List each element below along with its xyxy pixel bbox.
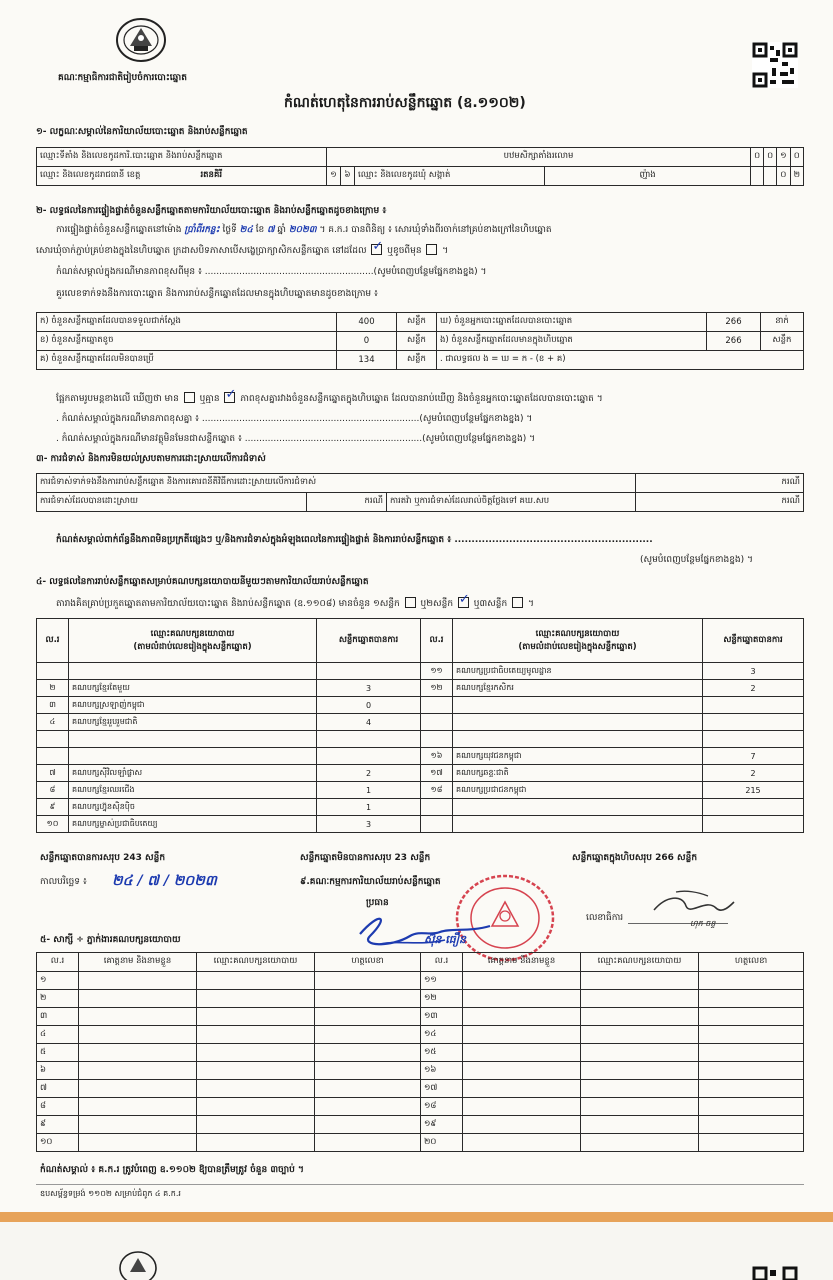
party-votes: 3 bbox=[317, 680, 421, 697]
witness-no: ៣ bbox=[37, 1008, 79, 1026]
w-col-party-right: ឈ្មោះគណបក្សនយោបាយ bbox=[581, 953, 699, 972]
witness-name-field[interactable] bbox=[463, 1116, 581, 1134]
witness-party-field[interactable] bbox=[197, 1116, 315, 1134]
station-code-3: ១ bbox=[777, 148, 790, 167]
witness-name-field[interactable] bbox=[79, 1098, 197, 1116]
seal-damaged-checkbox[interactable] bbox=[426, 244, 437, 255]
party-name: គណបក្សខ្មែរឈរជើង bbox=[69, 782, 317, 799]
count-d-value: 266 bbox=[707, 313, 761, 332]
w-col-sign-right: ហត្ថលេខា bbox=[699, 953, 804, 972]
party-name bbox=[453, 731, 703, 748]
party-name: គណបក្សខ្មែរកសិករ bbox=[453, 680, 703, 697]
witness-no: ១៣ bbox=[421, 1008, 463, 1026]
committee-label: ៩.គណៈកម្មការការិយាល័យរាប់សន្លឹកឆ្នោត bbox=[300, 877, 441, 887]
witness-no: ១៨ bbox=[421, 1098, 463, 1116]
witness-party-field[interactable] bbox=[197, 972, 315, 990]
verification-time-line: ការផ្ទៀងផ្ទាត់ចំនួនសន្លឹកឆ្នោតនៅម៉ោង ប្រាំពីរកន្លះ ថ្ងៃទី ២៤ ខែ ៧ ឆ្នាំ ២០២៣ ។ គ.ក.រ បានពិនិត្យ ៖ សោរឃុំទាំងពីរចាក់នៅគ្រប់ខាងក្រៅនៃហិបឆ្នោត bbox=[56, 225, 552, 235]
date-value: ២៤ / ៧ / ២០២៣ bbox=[112, 873, 217, 889]
party-no: ១៨ bbox=[421, 782, 453, 799]
resolved-label: ការជំទាស់ដែលបានដោះស្រាយ bbox=[37, 493, 307, 512]
witness-name-field[interactable] bbox=[463, 990, 581, 1008]
witness-no: ១១ bbox=[421, 972, 463, 990]
witness-signature-field[interactable] bbox=[315, 1080, 421, 1098]
verification-month: ៧ bbox=[267, 225, 275, 235]
escalated-label: ការតវ៉ា ឬការជំទាស់ដែលរាល់ចិត្តថ្លែងទៅ គឃ.សប bbox=[387, 493, 636, 512]
witness-no: ១៧ bbox=[421, 1080, 463, 1098]
formula-result: . ជាលទ្ធផល ង = ឃ = ក - (ខ + គ) bbox=[437, 351, 804, 370]
form-code: ឧបសម្ព័ន្ធទម្រង់ ១១០២ សម្រាប់ជំពូក ៤ គ.ក.រ bbox=[40, 1189, 181, 1198]
party-row bbox=[37, 782, 804, 799]
station-code-4: ០ bbox=[790, 148, 803, 167]
witness-party-field[interactable] bbox=[197, 1026, 315, 1044]
count-b-value: 0 bbox=[337, 332, 397, 351]
party-row bbox=[37, 697, 804, 714]
station-name: បឋមសិក្សាតាំងរលោម bbox=[327, 148, 751, 167]
qr-code-icon bbox=[752, 42, 798, 88]
witness-no: ១០ bbox=[37, 1134, 79, 1152]
party-name bbox=[69, 748, 317, 765]
witness-row bbox=[37, 1044, 804, 1062]
party-name: គណបក្សស្រឡាញ់កម្ពុជា bbox=[69, 697, 317, 714]
witness-name-field[interactable] bbox=[463, 1062, 581, 1080]
witness-no: ៩ bbox=[37, 1116, 79, 1134]
party-votes: 3 bbox=[703, 663, 804, 680]
witness-signature-field[interactable] bbox=[699, 1134, 804, 1152]
total-invalid-votes: សន្លឹកឆ្នោតមិនបានការសរុប 23 សន្លឹក bbox=[300, 853, 431, 863]
section5-heading: ៥- សាក្សី ÷ ភ្នាក់ងារគណបក្សនយោបាយ bbox=[40, 935, 181, 945]
witness-signature-field[interactable] bbox=[315, 1026, 421, 1044]
witness-name-field[interactable] bbox=[79, 990, 197, 1008]
witness-name-field[interactable] bbox=[463, 1026, 581, 1044]
witness-party-field[interactable] bbox=[581, 1098, 699, 1116]
complaints-unit: ករណី bbox=[636, 474, 804, 493]
party-row bbox=[37, 816, 804, 833]
witness-name-field[interactable] bbox=[79, 1008, 197, 1026]
party-name: គណបក្សឆន្ទៈជាតិ bbox=[453, 765, 703, 782]
witness-name-field[interactable] bbox=[79, 1026, 197, 1044]
party-name bbox=[453, 697, 703, 714]
party-name bbox=[453, 714, 703, 731]
witness-signature-field[interactable] bbox=[315, 1062, 421, 1080]
party-no: ១២ bbox=[421, 680, 453, 697]
chair-label: ប្រធាន bbox=[366, 898, 389, 908]
witness-signature-field[interactable] bbox=[315, 972, 421, 990]
party-row bbox=[37, 680, 804, 697]
witness-name-field[interactable] bbox=[79, 1080, 197, 1098]
witness-party-field[interactable] bbox=[581, 1062, 699, 1080]
section3-heading: ៣- ការជំទាស់ និងការមិនយល់ស្របតាមការដោះស្រាយលើការជំទាស់ bbox=[36, 454, 266, 464]
count-b-label: ខ) ចំនួនសន្លឹកឆ្នោតខូច bbox=[37, 332, 337, 351]
party-votes bbox=[317, 663, 421, 680]
seal-intact-checkbox[interactable] bbox=[371, 244, 382, 255]
witness-signature-field[interactable] bbox=[699, 1098, 804, 1116]
tally-one-sheet-checkbox[interactable] bbox=[405, 597, 416, 608]
witness-name-field[interactable] bbox=[463, 1080, 581, 1098]
party-votes: 2 bbox=[703, 765, 804, 782]
witness-signature-field[interactable] bbox=[699, 1116, 804, 1134]
total-ballots: សន្លឹកឆ្នោតក្នុងហិបសរុប 266 សន្លឹក bbox=[572, 853, 698, 863]
witness-name-field[interactable] bbox=[463, 1044, 581, 1062]
party-no: ៨ bbox=[37, 782, 69, 799]
complaints-table bbox=[36, 473, 804, 512]
party-name: គណបក្សហ្វ៊ុនស៊ិនប៉ិច bbox=[69, 799, 317, 816]
count-c-label: គ) ចំនួនសន្លឹកឆ្នោតដែលមិនបានប្រើ bbox=[37, 351, 337, 370]
discrepancy-yes-checkbox[interactable] bbox=[184, 392, 195, 403]
witness-row bbox=[37, 1134, 804, 1152]
witness-no: ១៩ bbox=[421, 1116, 463, 1134]
witness-table bbox=[36, 952, 804, 1152]
tally-two-sheets-checkbox[interactable] bbox=[458, 597, 469, 608]
party-no bbox=[37, 731, 69, 748]
commune-code-2: ២ bbox=[790, 167, 803, 186]
chair-signature-icon bbox=[350, 906, 500, 956]
witness-signature-field[interactable] bbox=[699, 1008, 804, 1026]
party-no: ៧ bbox=[37, 765, 69, 782]
witness-name-field[interactable] bbox=[79, 1134, 197, 1152]
count-e-unit: សន្លឹក bbox=[761, 332, 804, 351]
province-code-2: ៦ bbox=[341, 167, 355, 186]
secretary-label: លេខាធិការ bbox=[586, 913, 624, 923]
witness-signature-field[interactable] bbox=[315, 1044, 421, 1062]
witness-signature-field[interactable] bbox=[699, 1026, 804, 1044]
count-c-unit: សន្លឹក bbox=[397, 351, 437, 370]
witness-party-field[interactable] bbox=[581, 972, 699, 990]
party-row bbox=[37, 714, 804, 731]
witness-no: ៦ bbox=[37, 1062, 79, 1080]
party-no: ១៦ bbox=[421, 748, 453, 765]
col-votes-right: សន្លឹកឆ្នោតបានការ bbox=[703, 619, 804, 663]
verification-time: ប្រាំពីរកន្លះ bbox=[184, 225, 220, 235]
seal-check-line: សោរឃុំចាក់ភ្ជាប់គ្រប់ខាងក្នុងនៃហិបឆ្នោត ក្រដាសបិទភាសាបើសង្ខេប្រាក្យាសិកសន្លឹកឆ្នោត នៅដដែល ✓ ឬខូចពីមុន ។ bbox=[36, 244, 448, 257]
count-d-unit: នាក់ bbox=[761, 313, 804, 332]
party-votes: 1 bbox=[317, 799, 421, 816]
witness-row bbox=[37, 1062, 804, 1080]
section4-heading: ៤- លទ្ធផលនៃការរាប់សន្លឹកឆ្នោតសម្រាប់គណបក្សនយោបាយនីមួយៗតាមការិយាល័យរាប់សន្លឹកឆ្នោត bbox=[36, 577, 369, 587]
w-col-no-right: ល.រ bbox=[421, 953, 463, 972]
party-name: គណបក្សខ្មែរតែមួយ bbox=[69, 680, 317, 697]
witness-signature-field[interactable] bbox=[315, 1116, 421, 1134]
witness-no: ១៦ bbox=[421, 1062, 463, 1080]
witness-signature-field[interactable] bbox=[699, 972, 804, 990]
page-edge bbox=[0, 1212, 833, 1222]
witness-party-field[interactable] bbox=[581, 1008, 699, 1026]
col-no-left: ល.រ bbox=[37, 619, 69, 663]
witness-no: ១២ bbox=[421, 990, 463, 1008]
w-col-no-left: ល.រ bbox=[37, 953, 79, 972]
count-e-label: ង) ចំនួនសន្លឹកឆ្នោតដែលមានក្នុងហិបឆ្នោត bbox=[437, 332, 707, 351]
witness-signature-field[interactable] bbox=[315, 1134, 421, 1152]
org-name: គណៈកម្មាធិការជាតិរៀបចំការបោះឆ្នោត bbox=[58, 73, 187, 83]
party-name bbox=[453, 799, 703, 816]
col-no-right: ល.រ bbox=[421, 619, 453, 663]
w-col-party-left: ឈ្មោះគណបក្សនយោបាយ bbox=[197, 953, 315, 972]
witness-no: ៥ bbox=[37, 1044, 79, 1062]
party-name: គណបក្សប្រជាជនកម្ពុជា bbox=[453, 782, 703, 799]
party-votes: 4 bbox=[317, 714, 421, 731]
party-name: គណបក្សយុវជនកម្ពុជា bbox=[453, 748, 703, 765]
witness-row bbox=[37, 990, 804, 1008]
party-results-table bbox=[36, 618, 804, 833]
witness-signature-field[interactable] bbox=[699, 1062, 804, 1080]
witness-no: ២០ bbox=[421, 1134, 463, 1152]
witness-signature-field[interactable] bbox=[699, 1080, 804, 1098]
party-no bbox=[37, 663, 69, 680]
counts-intro: គួរលេខទាក់ទងនឹងការបោះឆ្នោត និងការរាប់សន្លឹកឆ្នោតដែលមានក្នុងហិបឆ្នោតមានដូចខាងក្រោម ៖ bbox=[56, 289, 378, 299]
discrepancy-note: . កំណត់សម្គាល់ក្នុងករណីមានភាពខុសគ្នា ៖ ............................................................................(សូមបំពេញបន្ថែមផ្នែកខាងខ្នង) ។ bbox=[56, 414, 533, 424]
verification-day: ២៤ bbox=[239, 225, 253, 235]
secretary-signature-name: ហុក ចន្ទ bbox=[690, 919, 716, 928]
count-e-value: 266 bbox=[707, 332, 761, 351]
party-no bbox=[421, 697, 453, 714]
party-no bbox=[421, 816, 453, 833]
party-no bbox=[421, 731, 453, 748]
party-votes: 2 bbox=[703, 680, 804, 697]
party-row bbox=[37, 799, 804, 816]
witness-name-field[interactable] bbox=[79, 1044, 197, 1062]
station-code-1: ០ bbox=[751, 148, 764, 167]
count-b-unit: សន្លឹក bbox=[397, 332, 437, 351]
witness-row bbox=[37, 1116, 804, 1134]
witness-party-field[interactable] bbox=[197, 1098, 315, 1116]
witness-name-field[interactable] bbox=[463, 1008, 581, 1026]
count-a-label: ក) ចំនួនសន្លឹកឆ្នោតដែលបានទទួលជាក់ស្តែង bbox=[37, 313, 337, 332]
party-votes bbox=[703, 799, 804, 816]
col-votes-left: សន្លឹកឆ្នោតបានការ bbox=[317, 619, 421, 663]
party-votes bbox=[317, 748, 421, 765]
w-col-name-left: គោត្តនាម និងនាមខ្លួន bbox=[79, 953, 197, 972]
escalated-unit: ករណី bbox=[636, 493, 804, 512]
witness-no: ១ bbox=[37, 972, 79, 990]
witness-name-field[interactable] bbox=[79, 1116, 197, 1134]
party-row bbox=[37, 748, 804, 765]
w-col-name-right: គោត្តនាម និងនាមខ្លួន bbox=[463, 953, 581, 972]
verification-year: ២០២៣ bbox=[288, 225, 317, 235]
witness-no: ១៥ bbox=[421, 1044, 463, 1062]
party-name bbox=[69, 731, 317, 748]
witness-name-field[interactable] bbox=[79, 1062, 197, 1080]
witness-row bbox=[37, 1008, 804, 1026]
count-c-value: 134 bbox=[337, 351, 397, 370]
party-no: ៣ bbox=[37, 697, 69, 714]
station-info-table bbox=[36, 147, 804, 186]
party-name bbox=[69, 663, 317, 680]
col-party-right: ឈ្មោះគណបក្សនយោបាយ (តាមលំដាប់លេខរៀងក្នុងសន្លឹកឆ្នោត) bbox=[453, 619, 703, 663]
witness-signature-field[interactable] bbox=[315, 1008, 421, 1026]
witness-row bbox=[37, 1026, 804, 1044]
province-label: ឈ្មោះ និងលេខកូដរាជធានី ខេត្ត រតនគិរី bbox=[37, 167, 327, 186]
foreign-object-note: . កំណត់សម្គាល់ក្នុងករណីមានវត្ថុមិនមែនជាសន្លឹកឆ្នោត ៖ ..............................................................(សូមបំពេញបន្ថែមផ្នែកខាងខ្នង) ។ bbox=[56, 434, 536, 444]
witness-party-field[interactable] bbox=[581, 1080, 699, 1098]
total-valid-votes: សន្លឹកឆ្នោតបានការសរុប 243 សន្លឹក bbox=[40, 853, 166, 863]
discrepancy-line: ផ្អែកតាមរូបមន្តខាងលើ ឃើញថា មាន ឬគ្មាន ✓ ភាពខុសគ្នារវាងចំនួនសន្លឹកឆ្នោតក្នុងហិបឆ្នោត ដែលបានរាប់ឃើញ និងចំនួនអ្នកបោះឆ្នោតដែលបានបោះឆ្នោត ។ bbox=[56, 392, 603, 405]
witness-party-field[interactable] bbox=[581, 990, 699, 1008]
resolved-unit: ករណី bbox=[307, 493, 387, 512]
commune-code-1: ០ bbox=[777, 167, 790, 186]
irregularities-note-cont: (សូមបំពេញបន្ថែមផ្នែកខាងខ្នង) ។ bbox=[640, 555, 753, 565]
party-votes: 215 bbox=[703, 782, 804, 799]
witness-name-field[interactable] bbox=[463, 1134, 581, 1152]
party-votes: 0 bbox=[317, 697, 421, 714]
party-votes bbox=[703, 697, 804, 714]
party-votes bbox=[317, 731, 421, 748]
witness-name-field[interactable] bbox=[463, 972, 581, 990]
party-name: គណបក្សប្រជាធិបតេយ្យមូលដ្ឋាន bbox=[453, 663, 703, 680]
date-label: កាលបរិច្ឆេទ ៖ bbox=[40, 877, 87, 887]
count-d-label: ឃ) ចំនួនអ្នកបោះឆ្នោតដែលបានបោះឆ្នោត bbox=[437, 313, 707, 332]
party-no bbox=[421, 799, 453, 816]
witness-no: ៨ bbox=[37, 1098, 79, 1116]
party-name: គណបក្សម្ចាស់ប្រជាធិបតេយ្យ bbox=[69, 816, 317, 833]
party-name bbox=[453, 816, 703, 833]
station-code-2: ០ bbox=[764, 148, 777, 167]
party-no: ៤ bbox=[37, 714, 69, 731]
section2-heading: ២- លទ្ធផលនៃការផ្ទៀងផ្ទាត់ចំនួនសន្លឹកឆ្នោតតាមការិយាល័យបោះឆ្នោត និងរាប់សន្លឹកឆ្នោតដូចខាងក្រោម ៖ bbox=[36, 206, 387, 216]
chair-signature-name: ស៊ុន ធឿន bbox=[424, 933, 467, 946]
witness-party-field[interactable] bbox=[197, 990, 315, 1008]
witness-name-field[interactable] bbox=[79, 972, 197, 990]
party-votes: 3 bbox=[317, 816, 421, 833]
witness-signature-field[interactable] bbox=[315, 1098, 421, 1116]
count-a-value: 400 bbox=[337, 313, 397, 332]
form-title: កំណត់ហេតុនៃការរាប់សន្លឹកឆ្នោត (ឧ.១១០២) bbox=[284, 95, 526, 111]
party-no: ១៧ bbox=[421, 765, 453, 782]
witness-row bbox=[37, 1080, 804, 1098]
party-row bbox=[37, 765, 804, 782]
tally-three-sheets-checkbox[interactable] bbox=[512, 597, 523, 608]
party-no: ៩ bbox=[37, 799, 69, 816]
witness-row bbox=[37, 1098, 804, 1116]
nec-emblem-icon-next bbox=[118, 1248, 158, 1280]
party-no bbox=[421, 714, 453, 731]
station-label: ឈ្មោះទីតាំង និងលេខកូដការិ.បោះឆ្នោត និងរាប់សន្លឹកឆ្នោត bbox=[37, 148, 327, 167]
party-votes: 7 bbox=[703, 748, 804, 765]
witness-row bbox=[37, 972, 804, 990]
witness-name-field[interactable] bbox=[463, 1098, 581, 1116]
party-row bbox=[37, 731, 804, 748]
witness-signature-field[interactable] bbox=[699, 1044, 804, 1062]
party-no: ២ bbox=[37, 680, 69, 697]
witness-party-field[interactable] bbox=[581, 1134, 699, 1152]
witness-party-field[interactable] bbox=[197, 1080, 315, 1098]
counts-table bbox=[36, 312, 804, 370]
witness-no: ១៤ bbox=[421, 1026, 463, 1044]
complaints-label: ការជំទាស់ទាក់ទងនឹងការរាប់សន្លឹកឆ្នោត និងការគោរពនីតិវិធីការដោះស្រាយលើការជំទាស់ bbox=[37, 474, 636, 493]
irregularities-note: កំណត់សម្គាល់ពាក់ព័ន្ធនឹងភាពមិនប្រក្រតីផ្សេងៗ ឬ/និងការជំទាស់ក្នុងអំឡុងពេលនៃការផ្ទៀងផ្ទាត់ និងការរាប់សន្លឹកឆ្នោត ៖ .......................................................... bbox=[56, 535, 653, 545]
discrepancy-no-checkbox[interactable] bbox=[224, 392, 235, 403]
witness-signature-field[interactable] bbox=[315, 990, 421, 1008]
witness-party-field[interactable] bbox=[581, 1026, 699, 1044]
witness-no: ៤ bbox=[37, 1026, 79, 1044]
witness-party-field[interactable] bbox=[581, 1116, 699, 1134]
party-row bbox=[37, 663, 804, 680]
party-votes bbox=[703, 714, 804, 731]
section1-heading: ១- លក្ខណៈសម្គាល់នៃការិយាល័យបោះឆ្នោត និងរាប់សន្លឹកឆ្នោត bbox=[36, 127, 248, 137]
commune-name: ញ៉ាង bbox=[545, 167, 751, 186]
witness-party-field[interactable] bbox=[197, 1044, 315, 1062]
footer-note: កំណត់សម្គាល់ ៖ គ.ក.រ ត្រូវបំពេញ ឧ.១១០២ ឱ្យបានត្រឹមត្រូវ ចំនួន ៣ច្បាប់ ។ bbox=[40, 1165, 304, 1175]
witness-party-field[interactable] bbox=[197, 1062, 315, 1080]
witness-signature-field[interactable] bbox=[699, 990, 804, 1008]
col-party-left: ឈ្មោះគណបក្សនយោបាយ (តាមលំដាប់លេខរៀងក្នុងសន្លឹកឆ្នោត) bbox=[69, 619, 317, 663]
party-votes: 1 bbox=[317, 782, 421, 799]
party-votes: 2 bbox=[317, 765, 421, 782]
witness-party-field[interactable] bbox=[581, 1044, 699, 1062]
party-votes bbox=[703, 816, 804, 833]
witness-party-field[interactable] bbox=[197, 1008, 315, 1026]
seal-note-line: កំណត់សម្គាល់ក្នុងករណីមានភាពខុសពីមុន ៖ ...........................................................(សូមបំពេញបន្ថែមផ្នែកខាងខ្នង) ។ bbox=[56, 267, 487, 277]
w-col-sign-left: ហត្ថលេខា bbox=[315, 953, 421, 972]
witness-no: ៧ bbox=[37, 1080, 79, 1098]
party-no bbox=[37, 748, 69, 765]
qr-code-icon-next bbox=[752, 1266, 798, 1280]
party-no: ១០ bbox=[37, 816, 69, 833]
next-page-peek bbox=[0, 1222, 833, 1280]
party-votes bbox=[703, 731, 804, 748]
nec-emblem-icon bbox=[112, 16, 170, 66]
tally-sheet-line: តារាងគិតគ្រាប់ប្រកួតឆ្នោតតាមការិយាល័យបោះឆ្នោត និងរាប់សន្លឹកឆ្នោត (ឧ.១១០៨) មានចំនួន ១សន្លឹក ឬ២សន្លឹក ✓ ឬ៣សន្លឹក ។ bbox=[56, 597, 534, 610]
party-name: គណបក្សស៊ីវិលឡាំផ្លាស bbox=[69, 765, 317, 782]
province-name: រតនគិរី bbox=[200, 170, 223, 180]
witness-party-field[interactable] bbox=[197, 1134, 315, 1152]
party-no: ១១ bbox=[421, 663, 453, 680]
province-code-1: ១ bbox=[327, 167, 341, 186]
count-a-unit: សន្លឹក bbox=[397, 313, 437, 332]
commune-label: ឈ្មោះ និងលេខកូដឃុំ សង្កាត់ bbox=[355, 167, 545, 186]
party-name: គណបក្សខ្មែររួបរួមជាតិ bbox=[69, 714, 317, 731]
witness-no: ២ bbox=[37, 990, 79, 1008]
